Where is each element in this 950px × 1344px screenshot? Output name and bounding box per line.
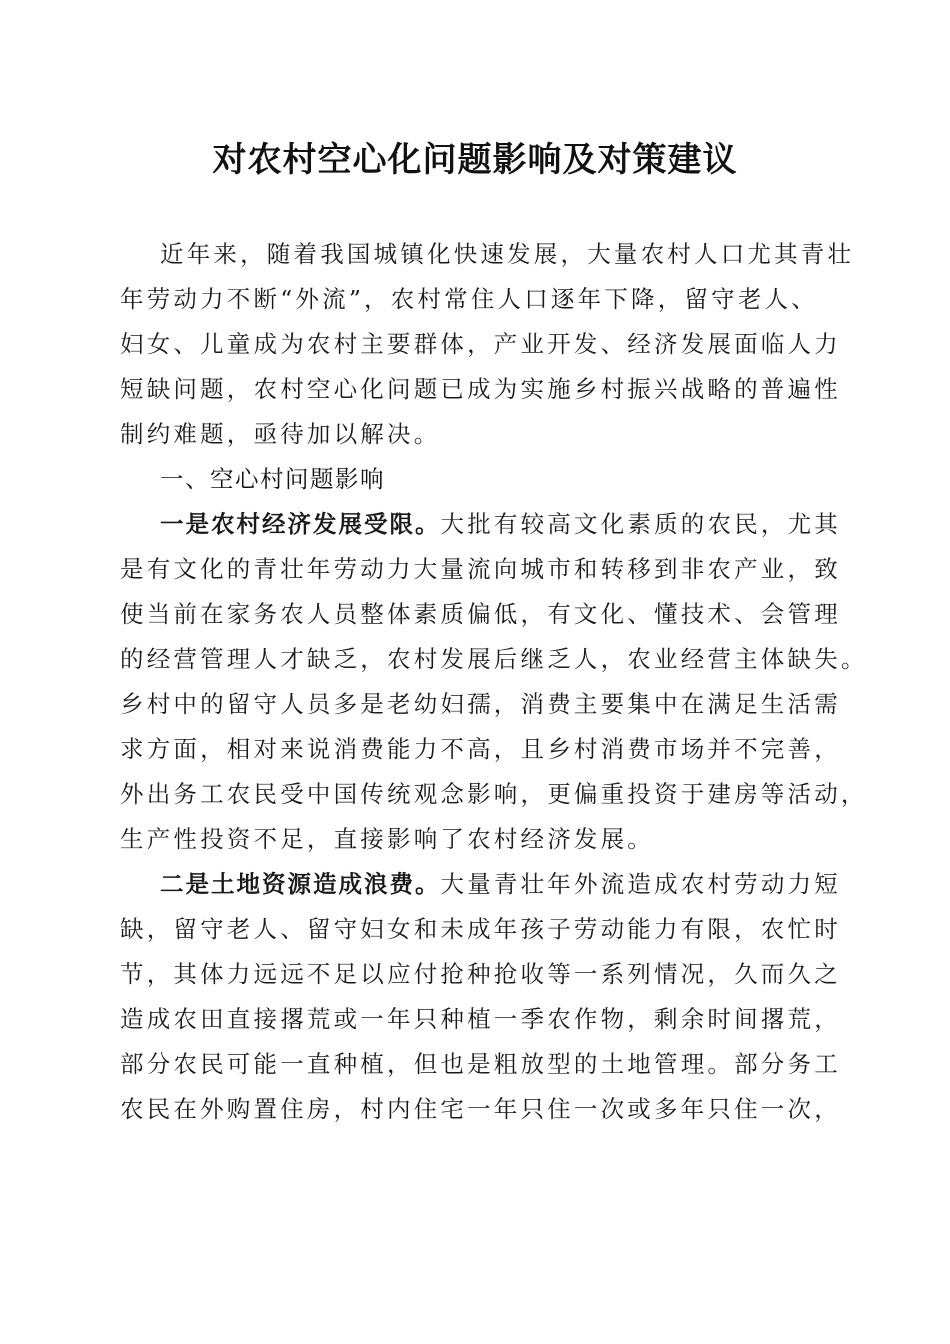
- paragraph-line: 是有文化的青壮年劳动力大量流向城市和转移到非农产业，致: [120, 555, 841, 583]
- paragraph-line: 部分农民可能一直种植，但也是粗放型的土地管理。部分务工: [120, 1050, 841, 1078]
- paragraph-line: 乡村中的留守人员多是老幼妇孺，消费主要集中在满足生活需: [120, 690, 841, 718]
- intro-line: 妇女、儿童成为农村主要群体，产业开发、经济发展面临人力: [120, 330, 841, 358]
- section-heading: 一、空心村问题影响: [160, 465, 385, 493]
- paragraph-line: 求方面，相对来说消费能力不高，且乡村消费市场并不完善，: [120, 735, 841, 763]
- paragraph-line: 农民在外购置住房，村内住宅一年只住一次或多年只住一次，: [120, 1095, 841, 1123]
- paragraph-first-line: [120, 862, 841, 907]
- paragraph-line: 节，其体力远远不足以应付抢种抢收等一系列情况，久而久之: [120, 960, 841, 988]
- intro-line: 近年来，随着我国城镇化快速发展，大量农村人口尤其青壮: [160, 240, 855, 268]
- paragraph-lead: 一是农村经济发展受限。: [160, 510, 441, 538]
- intro-line: 制约难题，亟待加以解决。: [120, 420, 441, 448]
- paragraph-line: 外出务工农民受中国传统观念影响，更偏重投资于建房等活动，: [120, 780, 868, 808]
- intro-line: 短缺问题，农村空心化问题已成为实施乡村振兴战略的普遍性: [120, 375, 841, 403]
- paragraph-text: 大量青壮年外流造成农村劳动力短: [440, 870, 841, 898]
- paragraph-line: 缺，留守老人、留守妇女和未成年孩子劳动能力有限，农忙时: [120, 915, 841, 943]
- document-title: 对农村空心化问题影响及对策建议: [212, 140, 738, 180]
- paragraph-line: 的经营管理人才缺乏，农村发展后继乏人，农业经营主体缺失。: [120, 645, 868, 673]
- paragraph-line: 使当前在家务农人员整体素质偏低，有文化、懂技术、会管理: [120, 600, 841, 628]
- paragraph-first-line: [120, 502, 841, 547]
- paragraph-lead: 二是土地资源造成浪费。: [160, 870, 441, 898]
- document-body: [120, 232, 868, 1132]
- paragraph-line: 造成农田直接撂荒或一年只种植一季农作物，剩余时间撂荒，: [120, 1005, 841, 1033]
- intro-line: 年劳动力不断“外流”，农村常住人口逐年下降，留守老人、: [120, 285, 818, 313]
- paragraph-line: 生产性投资不足，直接影响了农村经济发展。: [120, 825, 654, 853]
- paragraph-text: 大批有较高文化素质的农民，尤其: [440, 510, 841, 538]
